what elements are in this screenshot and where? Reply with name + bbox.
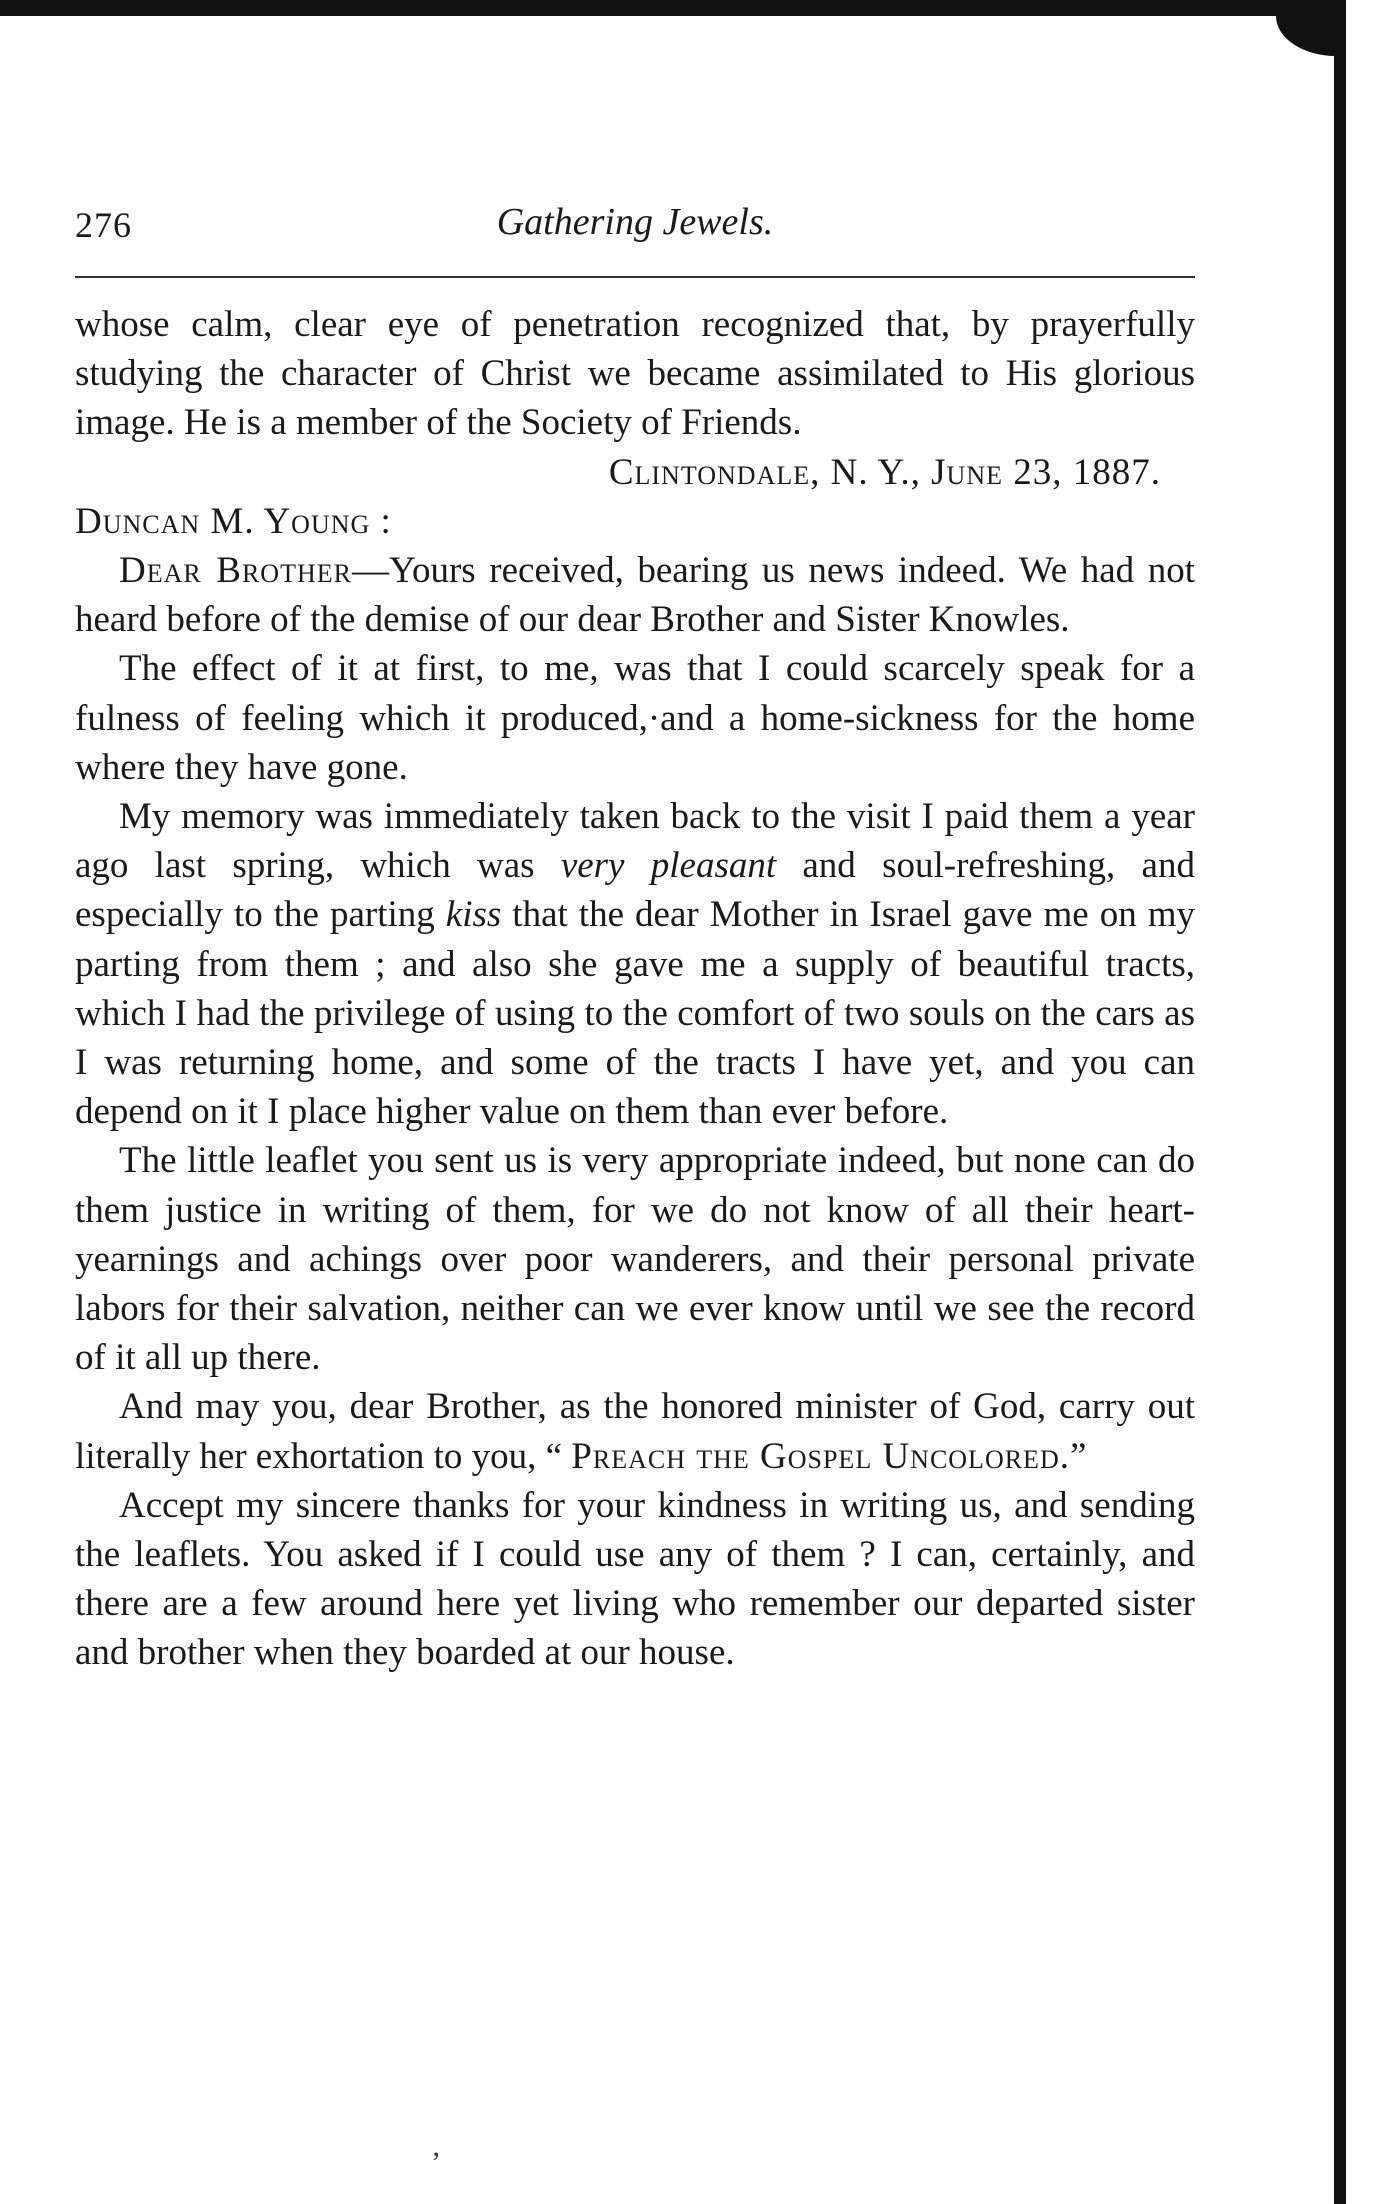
- paragraph-1: [75, 546, 1195, 644]
- paragraph-3: [75, 792, 1195, 1136]
- letter-opening: Dear Brother: [119, 550, 352, 592]
- header-rule: [75, 276, 1195, 278]
- paragraph-5: [75, 1382, 1195, 1480]
- paragraph-3-text-c: that the dear Mother in Israel gave me on my parting from them ; and also she gave me a supply of beautiful tracts, which I had the privilege of using to the comfort of two souls on the cars as I was returning home, and some of the tracts I have yet, and you can depend on it I place higher value on them than ever before.: [75, 894, 1195, 1133]
- salutation: Duncan M. Young :: [75, 500, 392, 542]
- paragraph-continued: whose calm, clear eye of penetration recognized that, by prayerfully studying the character of Christ we became assimilated to His glorious image. He is a member of the Society of Friends.: [75, 304, 1195, 444]
- emphasis-kiss: kiss: [445, 894, 502, 936]
- dateline: Clintondale, N. Y., June 23, 1887.: [608, 451, 1161, 493]
- paragraph-2: The effect of it at first, to me, was that I could scarcely speak for a fulness of feeling which it produced,·and a home-sickness for the home where they have gone.: [75, 648, 1195, 788]
- running-title: Gathering Jewels.: [496, 201, 774, 243]
- body-text: [75, 300, 1195, 1678]
- book-page: [75, 0, 1195, 2204]
- paragraph-4: The little leaflet you sent us is very appropriate indeed, but none can do them justice in writing of them, for we do not know of all their heart-yearnings and achings over poor wanderers, and their personal private labors for their salvation, neither can we ever know until we see the record of it all up there.: [75, 1140, 1195, 1379]
- paragraph-1-text: —Yours received, bearing us news indeed. We had not heard before of the demise of our dear Brother and Sister Knowles.: [75, 550, 1195, 641]
- stray-ink-mark: ’: [431, 2146, 441, 2179]
- emphasis-very-pleasant: very pleasant: [560, 845, 777, 887]
- running-head: [75, 196, 1195, 256]
- scan-right-edge: [1334, 0, 1346, 2204]
- exhortation-caps: Preach the Gospel Uncolored.: [571, 1435, 1070, 1477]
- paragraph-3-text-a: My memory was immediately taken back to the visit I paid them a year ago last spring, which was: [75, 796, 1195, 887]
- paragraph-5-text-b: ”: [1069, 1435, 1087, 1477]
- paragraph-3-text-b: and soul-refreshing, and especially to the parting: [75, 845, 1195, 936]
- paragraph-6: Accept my sincere thanks for your kindness in writing us, and sending the leaflets. You asked if I could use any of them ? I can, certainly, and there are a few around here yet living who remember our departed sister and brother when they boarded at our house.: [75, 1484, 1195, 1674]
- paragraph-5-text-a: And may you, dear Brother, as the honored minister of God, carry out literally her exhortation to you, “: [75, 1386, 1195, 1477]
- page-number: 276: [75, 205, 132, 245]
